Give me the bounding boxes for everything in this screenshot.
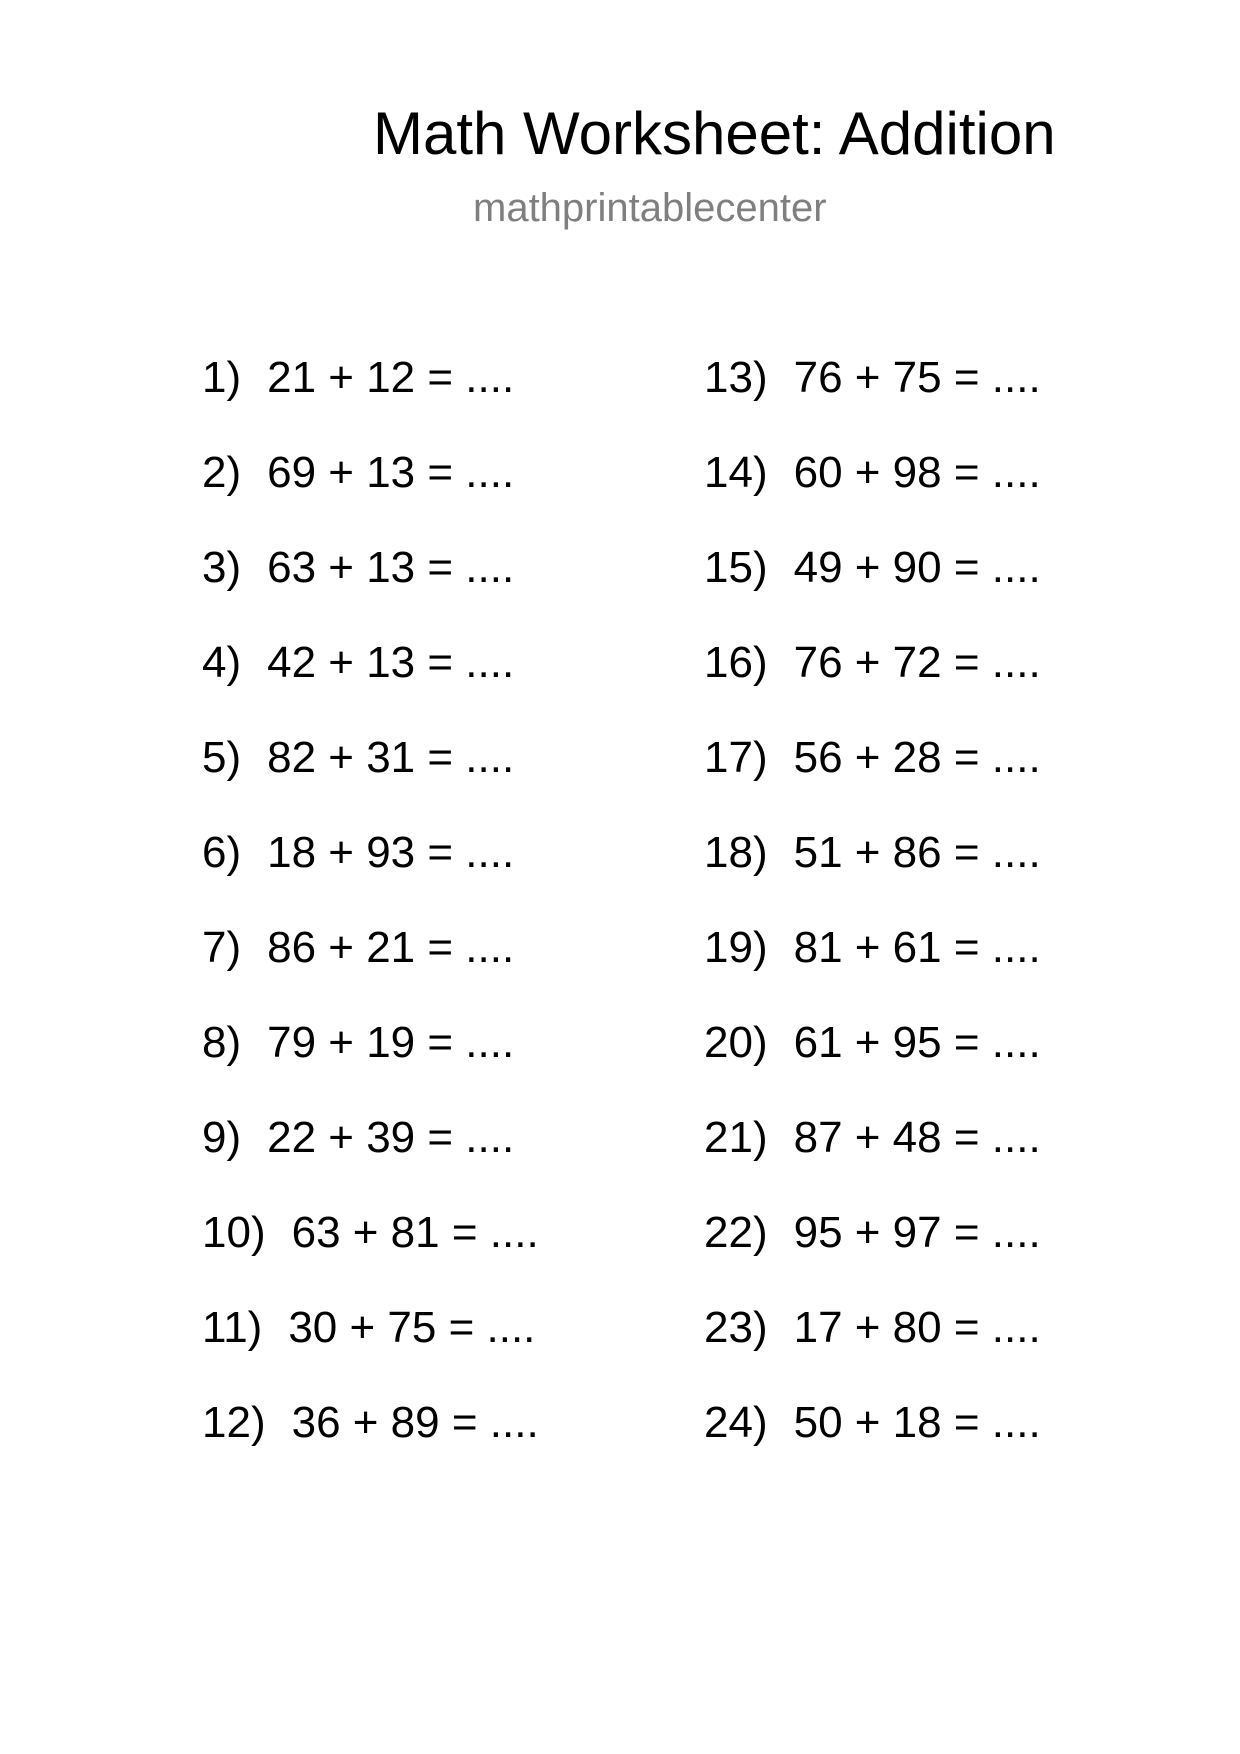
- problem-number: 20): [704, 1018, 768, 1067]
- problem-expression: 60 + 98 = ....: [793, 448, 1041, 497]
- problem-number: 12): [202, 1398, 266, 1447]
- worksheet-subtitle: mathprintablecenter: [473, 186, 827, 230]
- problem-expression: 69 + 13 = ....: [267, 448, 515, 497]
- problem-expression: 61 + 95 = ....: [793, 1018, 1041, 1067]
- problem-item: [704, 544, 1041, 592]
- problem-number: 9): [202, 1113, 242, 1162]
- problem-expression: 56 + 28 = ....: [793, 733, 1041, 782]
- problem-expression: 76 + 72 = ....: [793, 638, 1041, 687]
- problem-expression: 82 + 31 = ....: [267, 733, 515, 782]
- problem-expression: 87 + 48 = ....: [793, 1113, 1041, 1162]
- problem-expression: 30 + 75 = ....: [288, 1303, 536, 1352]
- problem-number: 3): [202, 543, 242, 592]
- problem-number: 4): [202, 638, 242, 687]
- problem-expression: 17 + 80 = ....: [793, 1303, 1041, 1352]
- problem-expression: 50 + 18 = ....: [793, 1398, 1041, 1447]
- problem-expression: 79 + 19 = ....: [267, 1018, 515, 1067]
- problem-expression: 22 + 39 = ....: [267, 1113, 515, 1162]
- problem-number: 8): [202, 1018, 242, 1067]
- problem-number: 1): [202, 353, 242, 402]
- problem-number: 10): [202, 1208, 266, 1257]
- problem-expression: 18 + 93 = ....: [267, 828, 515, 877]
- problem-expression: 86 + 21 = ....: [267, 923, 515, 972]
- problem-item: [704, 639, 1041, 687]
- problem-item: [202, 1399, 539, 1447]
- problem-number: 18): [704, 828, 768, 877]
- problem-expression: 63 + 13 = ....: [267, 543, 515, 592]
- problem-number: 23): [704, 1303, 768, 1352]
- problem-item: [202, 1114, 514, 1162]
- problem-number: 22): [704, 1208, 768, 1257]
- problem-expression: 21 + 12 = ....: [267, 353, 515, 402]
- problem-item: [704, 449, 1041, 497]
- problem-item: [704, 1399, 1041, 1447]
- problem-expression: 42 + 13 = ....: [267, 638, 515, 687]
- problem-item: [202, 1209, 539, 1257]
- problem-expression: 81 + 61 = ....: [793, 923, 1041, 972]
- problem-item: [202, 449, 514, 497]
- problem-item: [704, 1019, 1041, 1067]
- problem-number: 21): [704, 1113, 768, 1162]
- problem-number: 19): [704, 923, 768, 972]
- problem-number: 15): [704, 543, 768, 592]
- problem-number: 24): [704, 1398, 768, 1447]
- problem-item: [202, 639, 514, 687]
- problem-expression: 51 + 86 = ....: [793, 828, 1041, 877]
- problem-item: [202, 734, 514, 782]
- problem-number: 7): [202, 923, 242, 972]
- problem-number: 13): [704, 353, 768, 402]
- worksheet-title: Math Worksheet: Addition: [373, 100, 1056, 167]
- problem-number: 14): [704, 448, 768, 497]
- problem-expression: 63 + 81 = ....: [291, 1208, 539, 1257]
- problem-number: 17): [704, 733, 768, 782]
- problem-item: [704, 924, 1041, 972]
- problem-item: [202, 924, 514, 972]
- problem-item: [704, 1304, 1041, 1352]
- problem-expression: 95 + 97 = ....: [793, 1208, 1041, 1257]
- problem-number: 11): [202, 1303, 263, 1352]
- problem-expression: 76 + 75 = ....: [793, 353, 1041, 402]
- problem-item: [202, 1304, 535, 1352]
- problem-item: [202, 829, 514, 877]
- problem-number: 2): [202, 448, 242, 497]
- problem-expression: 36 + 89 = ....: [291, 1398, 539, 1447]
- problem-item: [704, 829, 1041, 877]
- problem-number: 6): [202, 828, 242, 877]
- problem-item: [202, 354, 514, 402]
- problem-number: 16): [704, 638, 768, 687]
- problem-item: [202, 1019, 514, 1067]
- problem-item: [704, 354, 1041, 402]
- problem-item: [704, 734, 1041, 782]
- problem-item: [704, 1114, 1041, 1162]
- problem-item: [704, 1209, 1041, 1257]
- problem-item: [202, 544, 514, 592]
- problem-number: 5): [202, 733, 242, 782]
- problem-expression: 49 + 90 = ....: [793, 543, 1041, 592]
